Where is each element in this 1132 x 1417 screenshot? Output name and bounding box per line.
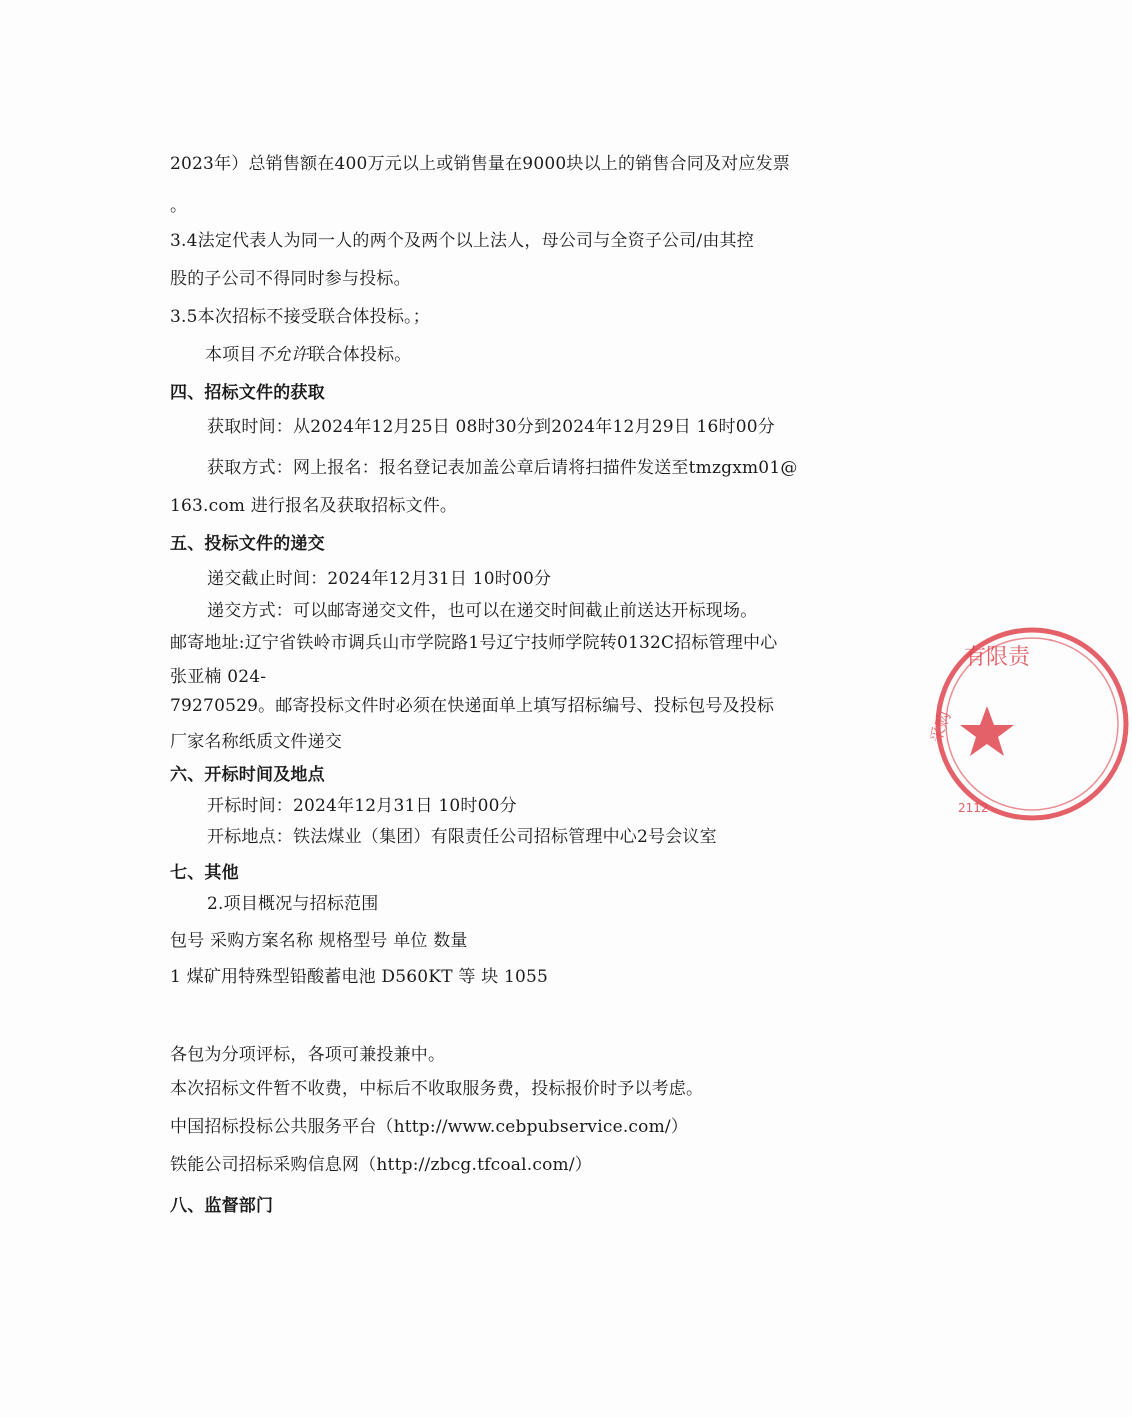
- paragraph-line: 厂家名称纸质文件递交: [170, 732, 342, 752]
- table-header-line: 包号 采购方案名称 规格型号 单位 数量: [170, 931, 468, 951]
- paragraph-line: 。: [170, 196, 188, 216]
- section-heading: 五、投标文件的递交: [170, 534, 325, 554]
- paragraph-line: [205, 343, 411, 367]
- text-span: 联合体投标。: [308, 345, 412, 365]
- paragraph-line: 2.项目概况与招标范围: [207, 894, 379, 914]
- seal-text-top: 有限责: [964, 645, 1031, 670]
- paragraph-line: 开标时间：2024年12月31日 10时00分: [207, 796, 517, 816]
- paragraph-line: 递交方式：可以邮寄递交文件，也可以在递交时间截止前送达开标现场。: [207, 601, 758, 621]
- section-heading: 四、招标文件的获取: [170, 383, 325, 403]
- paragraph-line: 中国招标投标公共服务平台（http://www.cebpubservice.com/）: [170, 1117, 689, 1137]
- paragraph-line: 递交截止时间：2024年12月31日 10时00分: [207, 569, 552, 589]
- paragraph-line: 各包为分项评标，各项可兼投兼中。: [170, 1045, 446, 1065]
- table-row-line: 1 煤矿用特殊型铅酸蓄电池 D560KT 等 块 1055: [170, 967, 549, 987]
- paragraph-line: 获取方式：网上报名：报名登记表加盖公章后请将扫描件发送至tmzgxm01@: [207, 458, 798, 478]
- paragraph-line: 邮寄地址:辽宁省铁岭市调兵山市学院路1号辽宁技师学院转0132C招标管理中心: [170, 633, 778, 653]
- company-seal-image: [925, 624, 1132, 824]
- seal-number: 2112: [958, 801, 989, 815]
- paragraph-line: 获取时间：从2024年12月25日 08时30分到2024年12月29日 16时00分: [207, 417, 775, 437]
- paragraph-line: 2023年）总销售额在400万元以上或销售量在9000块以上的销售合同及对应发票: [170, 154, 790, 174]
- paragraph-line: 开标地点：铁法煤业（集团）有限责任公司招标管理中心2号会议室: [207, 827, 717, 847]
- section-heading: 七、其他: [170, 863, 239, 883]
- italic-text-span: 不允许: [256, 345, 309, 365]
- section-heading: 八、监督部门: [170, 1196, 274, 1216]
- paragraph-line: 铁能公司招标采购信息网（http://zbcg.tfcoal.com/）: [170, 1155, 592, 1175]
- paragraph-line: 本次招标文件暂不收费，中标后不收取服务费，投标报价时予以考虑。: [170, 1079, 704, 1099]
- paragraph-line: 3.4法定代表人为同一人的两个及两个以上法人，母公司与全资子公司/由其控: [170, 231, 754, 251]
- paragraph-line: 3.5本次招标不接受联合体投标。；: [170, 307, 430, 327]
- paragraph-line: 163.com 进行报名及获取招标文件。: [170, 496, 458, 516]
- section-heading: 六、开标时间及地点: [170, 765, 325, 785]
- paragraph-line: 股的子公司不得同时参与投标。: [170, 269, 411, 289]
- seal-text-side: 采购: [925, 708, 955, 746]
- text-span: 本项目: [205, 345, 257, 365]
- paragraph-line: 79270529。邮寄投标文件时必须在快递面单上填写招标编号、投标包号及投标: [170, 696, 775, 716]
- paragraph-line: 张亚楠 024-: [170, 667, 267, 687]
